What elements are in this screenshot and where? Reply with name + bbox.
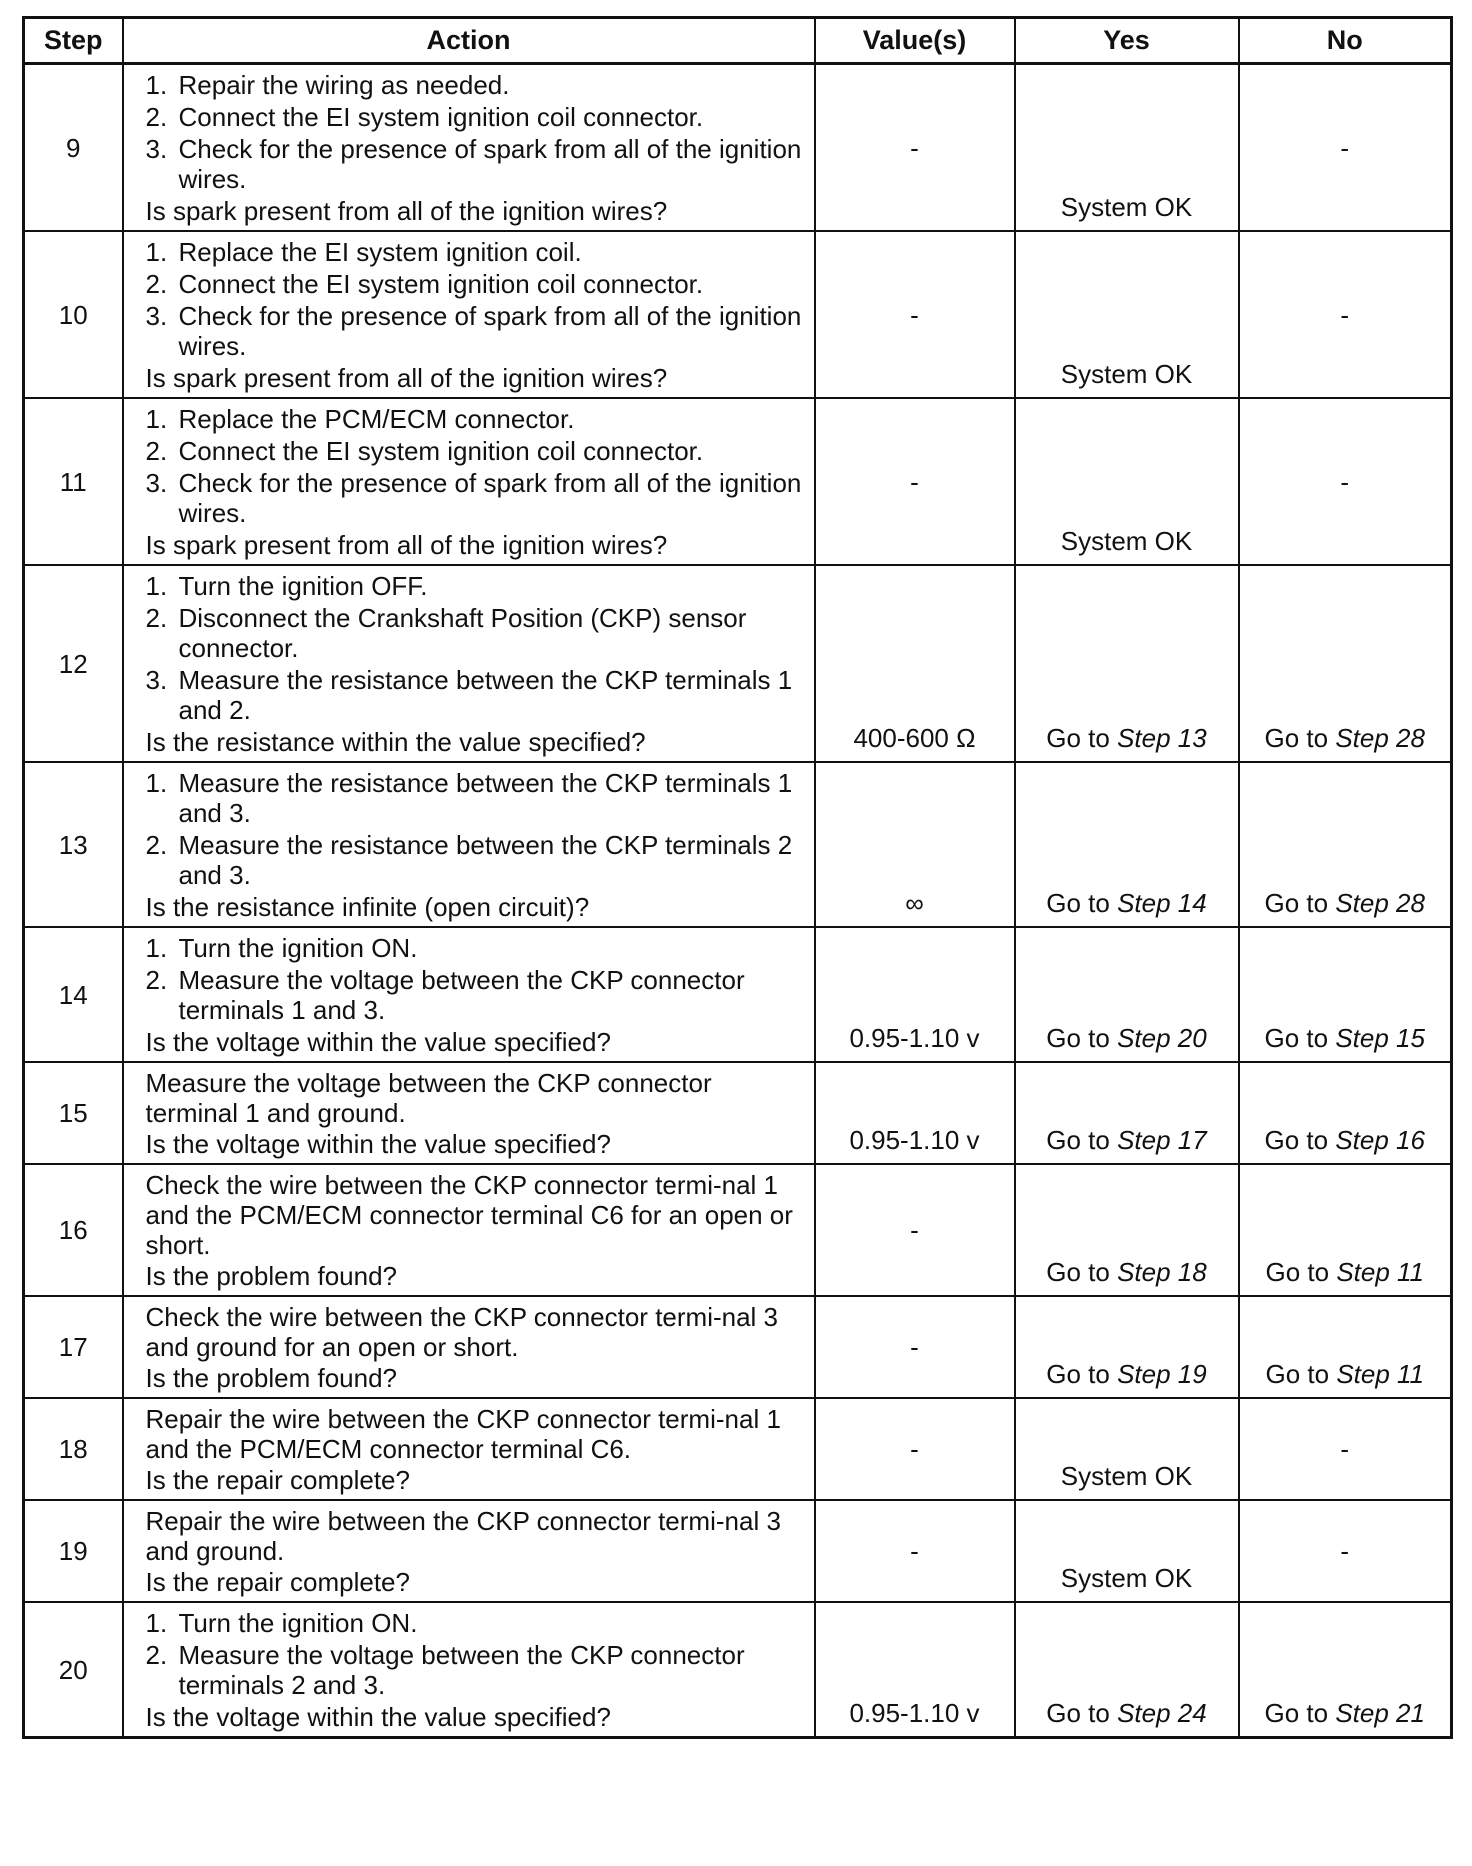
list-item: [146, 269, 806, 299]
table-row: [24, 64, 1452, 232]
item-number: 3.: [145, 134, 168, 164]
action-question: Is spark present from all of the ignition wires?: [145, 196, 668, 226]
item-number: 2.: [145, 603, 168, 633]
value-cell: -: [815, 1164, 1015, 1296]
table-row: [24, 1398, 1452, 1500]
item-number: 2.: [145, 830, 168, 860]
table-row: [24, 565, 1452, 762]
no-cell: -: [1239, 1500, 1452, 1602]
value-cell: 400-600 Ω: [815, 565, 1015, 762]
action-cell: [123, 1062, 815, 1164]
header-action: Action: [123, 18, 815, 64]
goto-prefix: Go to: [1264, 1698, 1336, 1728]
list-item: [146, 404, 806, 434]
action-cell: [123, 1164, 815, 1296]
goto-step-link[interactable]: Step 28: [1335, 888, 1425, 918]
item-text: Check for the presence of spark from all of the ignition wires.: [178, 301, 802, 361]
diagnostic-table: [22, 16, 1453, 1739]
step-number: 16: [24, 1164, 123, 1296]
step-number: 18: [24, 1398, 123, 1500]
goto-prefix: Go to: [1264, 1125, 1336, 1155]
item-number: 3.: [145, 468, 168, 498]
action-question: Is the problem found?: [145, 1363, 397, 1393]
step-number: 10: [24, 231, 123, 398]
item-text: Check for the presence of spark from all of the ignition wires.: [178, 468, 802, 528]
goto-step-link[interactable]: Step 11: [1336, 1359, 1425, 1389]
list-item: [146, 933, 806, 963]
item-text: Connect the EI system ignition coil connector.: [178, 102, 704, 132]
list-item: [146, 603, 806, 663]
action-cell: [123, 762, 815, 927]
action-text: Check the wire between the CKP connector termi-nal 1 and the PCM/ECM connector terminal C6 for an open or short.: [145, 1170, 793, 1260]
yes-cell: [1015, 565, 1239, 762]
list-item: [146, 468, 806, 528]
table-row: [24, 231, 1452, 398]
action-cell: [123, 1296, 815, 1398]
list-item: [146, 237, 806, 267]
step-number: 9: [24, 64, 123, 232]
item-text: Turn the ignition ON.: [178, 933, 418, 963]
no-cell: [1239, 565, 1452, 762]
goto-step-link[interactable]: Step 19: [1117, 1359, 1207, 1389]
action-list: [146, 404, 806, 528]
action-text: Repair the wire between the CKP connector termi-nal 1 and the PCM/ECM connector terminal C6.: [145, 1404, 781, 1464]
list-item: [146, 436, 806, 466]
item-text: Measure the resistance between the CKP terminals 1 and 2.: [178, 665, 793, 725]
yes-cell: [1015, 927, 1239, 1062]
item-number: 1.: [145, 70, 168, 100]
list-item: [146, 768, 806, 828]
no-cell: [1239, 1062, 1452, 1164]
action-question: Is the voltage within the value specified?: [145, 1027, 611, 1057]
list-item: [146, 1608, 806, 1638]
no-cell: -: [1239, 1398, 1452, 1500]
goto-prefix: Go to: [1046, 888, 1118, 918]
step-number: 11: [24, 398, 123, 565]
action-question: Is the voltage within the value specified?: [145, 1702, 611, 1732]
goto-step-link[interactable]: Step 16: [1335, 1125, 1425, 1155]
action-text: Check the wire between the CKP connector termi-nal 3 and ground for an open or short.: [145, 1302, 779, 1362]
value-cell: -: [815, 398, 1015, 565]
item-text: Connect the EI system ignition coil connector.: [178, 436, 704, 466]
yes-cell: System OK: [1015, 398, 1239, 565]
item-text: Turn the ignition ON.: [178, 1608, 418, 1638]
goto-step-link[interactable]: Step 15: [1335, 1023, 1425, 1053]
action-question: Is the problem found?: [145, 1261, 397, 1291]
list-item: [146, 830, 806, 890]
goto-step-link[interactable]: Step 20: [1117, 1023, 1207, 1053]
item-number: 1.: [145, 1608, 168, 1638]
header-no: No: [1239, 18, 1452, 64]
step-number: 15: [24, 1062, 123, 1164]
goto-prefix: Go to: [1046, 1257, 1118, 1287]
item-text: Replace the PCM/ECM connector.: [178, 404, 575, 434]
action-list: [146, 237, 806, 361]
item-number: 2.: [145, 965, 168, 995]
goto-prefix: Go to: [1046, 723, 1118, 753]
goto-step-link[interactable]: Step 17: [1117, 1125, 1207, 1155]
yes-cell: System OK: [1015, 1500, 1239, 1602]
value-cell: ∞: [815, 762, 1015, 927]
value-cell: -: [815, 1398, 1015, 1500]
no-cell: [1239, 1296, 1452, 1398]
goto-prefix: Go to: [1265, 1359, 1337, 1389]
item-text: Measure the voltage between the CKP connector terminals 2 and 3.: [178, 1640, 745, 1700]
item-text: Connect the EI system ignition coil connector.: [178, 269, 704, 299]
action-cell: [123, 398, 815, 565]
action-question: Is the voltage within the value specified?: [145, 1129, 611, 1159]
action-cell: [123, 64, 815, 232]
list-item: [146, 70, 806, 100]
list-item: [146, 102, 806, 132]
item-text: Replace the EI system ignition coil.: [178, 237, 582, 267]
item-text: Disconnect the Crankshaft Position (CKP) sensor connector.: [178, 603, 747, 663]
no-cell: -: [1239, 398, 1452, 565]
action-cell: [123, 231, 815, 398]
table-row: [24, 1062, 1452, 1164]
goto-step-link[interactable]: Step 18: [1117, 1257, 1207, 1287]
list-item: [146, 301, 806, 361]
item-number: 1.: [145, 933, 168, 963]
action-question: Is the repair complete?: [145, 1465, 410, 1495]
goto-prefix: Go to: [1265, 1257, 1337, 1287]
action-cell: [123, 1602, 815, 1738]
action-question: Is the resistance infinite (open circuit)?: [145, 892, 590, 922]
action-cell: [123, 565, 815, 762]
action-cell: [123, 1398, 815, 1500]
no-cell: [1239, 1602, 1452, 1738]
action-list: [146, 571, 806, 725]
step-number: 13: [24, 762, 123, 927]
yes-cell: System OK: [1015, 1398, 1239, 1500]
item-text: Measure the voltage between the CKP connector terminals 1 and 3.: [178, 965, 745, 1025]
item-text: Measure the resistance between the CKP terminals 1 and 3.: [178, 768, 793, 828]
list-item: [146, 134, 806, 194]
yes-cell: [1015, 1062, 1239, 1164]
item-number: 1.: [145, 768, 168, 798]
header-row: [24, 18, 1452, 64]
goto-prefix: Go to: [1046, 1023, 1118, 1053]
action-question: Is the resistance within the value specified?: [145, 727, 646, 757]
item-number: 3.: [145, 301, 168, 331]
item-number: 1.: [145, 237, 168, 267]
item-text: Measure the resistance between the CKP terminals 2 and 3.: [178, 830, 793, 890]
action-text: Measure the voltage between the CKP connector terminal 1 and ground.: [145, 1068, 712, 1128]
item-number: 2.: [145, 269, 168, 299]
table-row: [24, 1500, 1452, 1602]
step-number: 14: [24, 927, 123, 1062]
item-text: Repair the wiring as needed.: [178, 70, 510, 100]
goto-step-link[interactable]: Step 24: [1117, 1698, 1207, 1728]
goto-step-link[interactable]: Step 21: [1335, 1698, 1425, 1728]
action-list: [146, 70, 806, 194]
goto-step-link[interactable]: Step 14: [1117, 888, 1207, 918]
yes-cell: [1015, 762, 1239, 927]
action-question: Is spark present from all of the ignition wires?: [145, 530, 668, 560]
no-cell: [1239, 1164, 1452, 1296]
list-item: [146, 665, 806, 725]
yes-cell: [1015, 1296, 1239, 1398]
goto-prefix: Go to: [1046, 1125, 1118, 1155]
header-values: Value(s): [815, 18, 1015, 64]
goto-prefix: Go to: [1264, 1023, 1336, 1053]
value-cell: -: [815, 64, 1015, 232]
table-row: [24, 398, 1452, 565]
no-cell: [1239, 762, 1452, 927]
item-number: 1.: [145, 571, 168, 601]
goto-step-link[interactable]: Step 11: [1336, 1257, 1425, 1287]
step-number: 12: [24, 565, 123, 762]
goto-prefix: Go to: [1264, 723, 1336, 753]
table-row: [24, 762, 1452, 927]
action-cell: [123, 927, 815, 1062]
goto-prefix: Go to: [1046, 1359, 1118, 1389]
item-text: Turn the ignition OFF.: [178, 571, 428, 601]
action-cell: [123, 1500, 815, 1602]
action-list: [146, 768, 806, 890]
value-cell: -: [815, 1500, 1015, 1602]
table-row: [24, 927, 1452, 1062]
list-item: [146, 1640, 806, 1700]
value-cell: 0.95-1.10 v: [815, 927, 1015, 1062]
value-cell: -: [815, 231, 1015, 398]
step-number: 17: [24, 1296, 123, 1398]
item-number: 2.: [145, 1640, 168, 1670]
table-row: [24, 1296, 1452, 1398]
yes-cell: [1015, 1602, 1239, 1738]
item-number: 1.: [145, 404, 168, 434]
no-cell: [1239, 927, 1452, 1062]
item-text: Check for the presence of spark from all of the ignition wires.: [178, 134, 802, 194]
action-question: Is spark present from all of the ignition wires?: [145, 363, 668, 393]
goto-step-link[interactable]: Step 13: [1117, 723, 1207, 753]
item-number: 2.: [145, 102, 168, 132]
goto-step-link[interactable]: Step 28: [1335, 723, 1425, 753]
item-number: 2.: [145, 436, 168, 466]
action-list: [146, 1608, 806, 1700]
item-number: 3.: [145, 665, 168, 695]
header-step: Step: [24, 18, 123, 64]
table-row: [24, 1602, 1452, 1738]
goto-prefix: Go to: [1046, 1698, 1118, 1728]
yes-cell: System OK: [1015, 231, 1239, 398]
step-number: 19: [24, 1500, 123, 1602]
header-yes: Yes: [1015, 18, 1239, 64]
value-cell: 0.95-1.10 v: [815, 1062, 1015, 1164]
no-cell: -: [1239, 64, 1452, 232]
action-text: Repair the wire between the CKP connector termi-nal 3 and ground.: [145, 1506, 781, 1566]
no-cell: -: [1239, 231, 1452, 398]
yes-cell: System OK: [1015, 64, 1239, 232]
value-cell: -: [815, 1296, 1015, 1398]
list-item: [146, 571, 806, 601]
goto-prefix: Go to: [1264, 888, 1336, 918]
yes-cell: [1015, 1164, 1239, 1296]
action-list: [146, 933, 806, 1025]
table-row: [24, 1164, 1452, 1296]
list-item: [146, 965, 806, 1025]
value-cell: 0.95-1.10 v: [815, 1602, 1015, 1738]
step-number: 20: [24, 1602, 123, 1738]
action-question: Is the repair complete?: [145, 1567, 410, 1597]
